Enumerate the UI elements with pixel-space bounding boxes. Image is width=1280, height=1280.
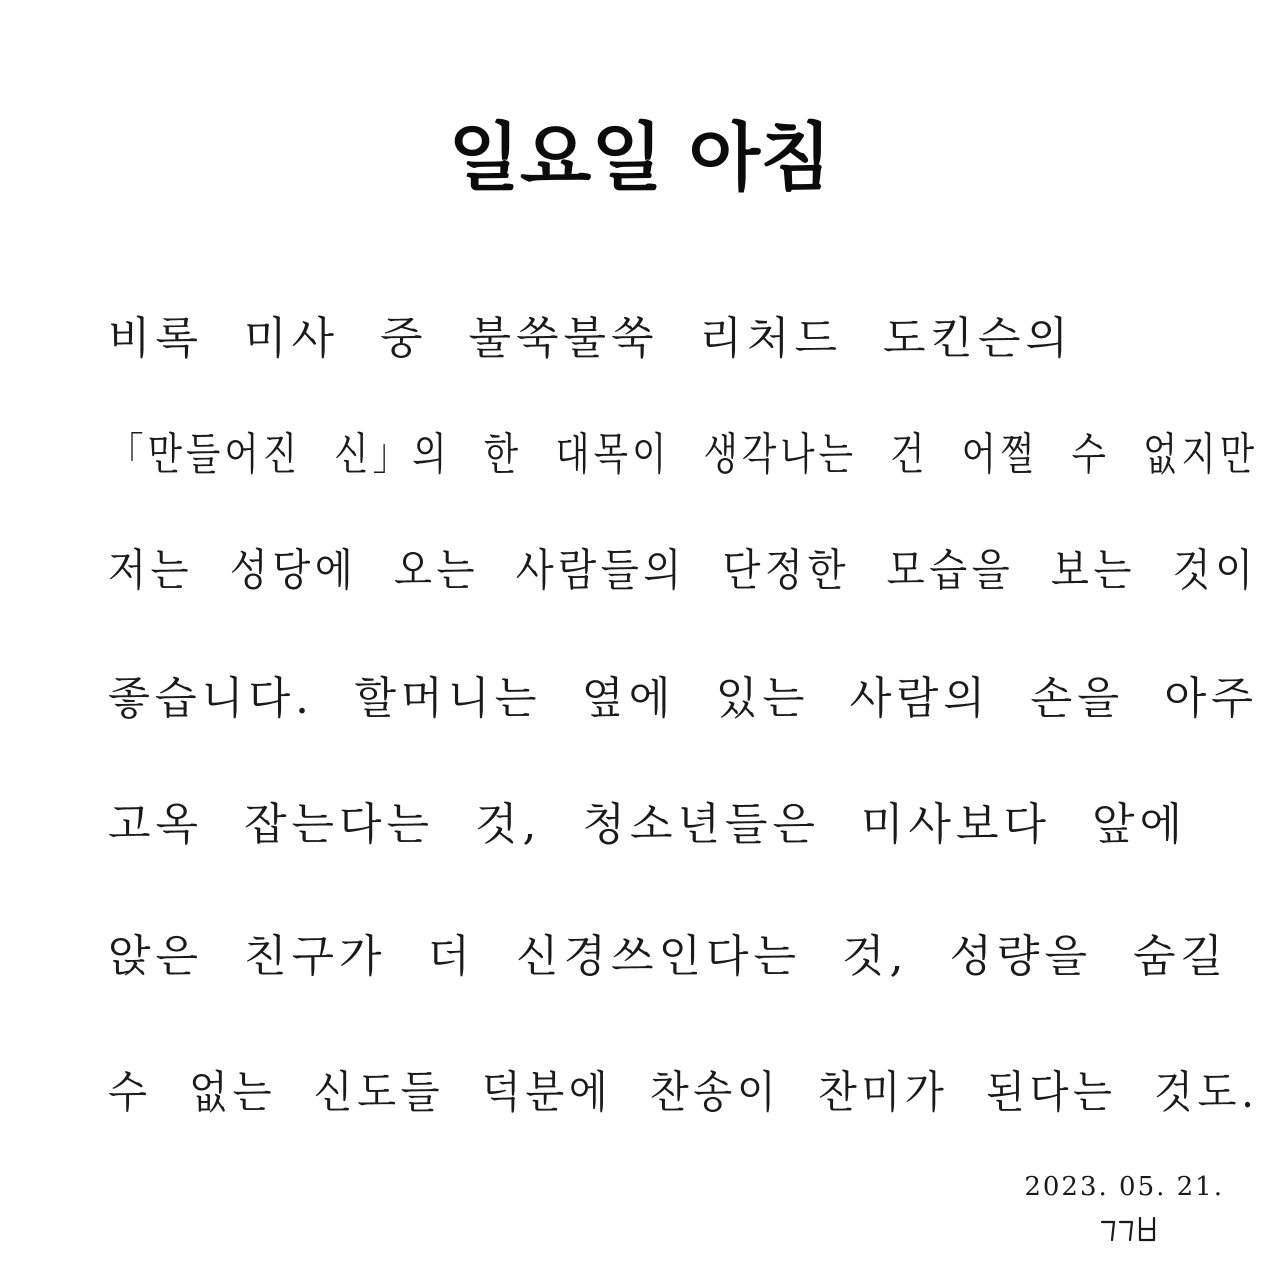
text-line-1: 비록 미사 중 불쑥불쑥 리처드 도킨슨의 <box>108 313 1073 364</box>
text-line-7: 수 없는 신도들 덕분에 찬송이 찬미가 된다는 것도. <box>108 1067 1259 1118</box>
text-line-4: 좋습니다. 할머니는 옆에 있는 사람의 손을 아주 <box>108 673 1258 724</box>
text-line-5: 고옥 잡는다는 것, 청소년들은 미사보다 앞에 <box>108 799 1187 850</box>
text-line-3: 저는 성당에 오는 사람들의 단정한 모습을 보는 것이 <box>108 545 1258 596</box>
text-line-2: 「만들어진 신」의 한 대목이 생각나는 건 어쩔 수 없지만 <box>108 429 1259 480</box>
handwritten-signature <box>1096 1212 1166 1248</box>
page-title: 일요일 아침 <box>448 115 832 201</box>
date-stamp: 2023. 05. 21. <box>1024 1172 1224 1202</box>
text-line-6: 앉은 친구가 더 신경쓰인다는 것, 성량을 숨길 <box>108 931 1228 982</box>
